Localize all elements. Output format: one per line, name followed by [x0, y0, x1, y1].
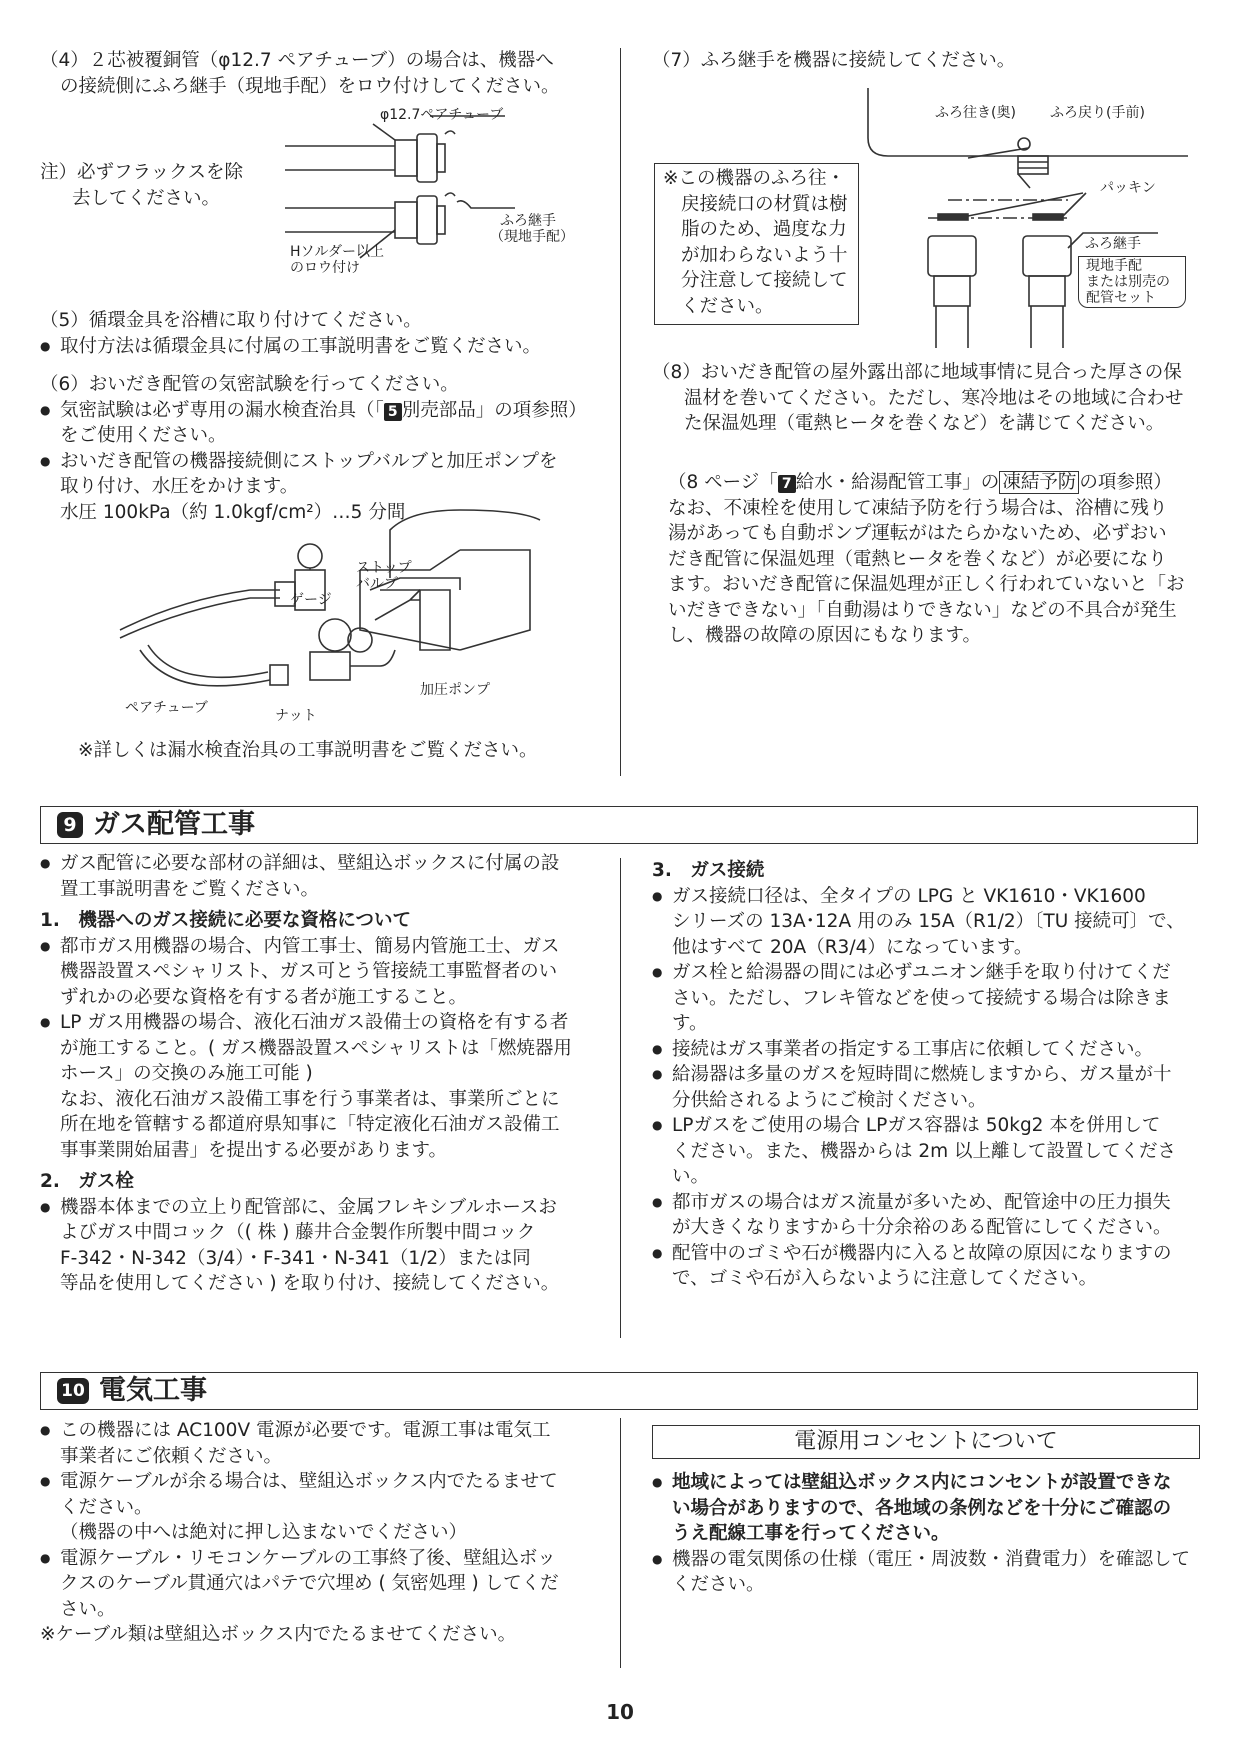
joint-connection-drawing: [868, 88, 1198, 348]
solder-label: Hソルダー以上: [290, 244, 384, 260]
text: の接続側にふろ継手（現地手配）をロウ付けしてください。: [60, 75, 560, 97]
text: で、ゴミや石が入らないように注意してください。: [672, 1268, 1098, 1289]
bullet: ● 電源ケーブルが余る場合は、壁組込ボックス内でたるませて: [40, 1469, 600, 1495]
text: し、機器の故障の原因にもなります。: [668, 625, 982, 646]
text: 注）必ずフラックスを除: [40, 162, 243, 183]
bullet: ● 接続はガス事業者の指定する工事店に依頼してください。: [652, 1037, 1200, 1063]
joint-source-label: または別売の: [1086, 274, 1170, 290]
text: いだきできない」「自動湯はりできない」などの不具合が発生: [668, 599, 1177, 621]
nut-label: ナット: [275, 708, 317, 724]
text: 温材を巻いてください。ただし、寒冷地はその地域に合わせ: [684, 387, 1184, 409]
text: の項参照）: [1079, 472, 1172, 493]
bullet: ● 配管中のゴミや石が機器内に入ると故障の原因になりますの: [652, 1241, 1200, 1267]
bullet: ● 電源ケーブル・リモコンケーブルの工事終了後、壁組込ボッ: [40, 1546, 600, 1572]
section-10-left: [40, 1418, 600, 1648]
text: ください。: [672, 1574, 765, 1595]
column-divider: [620, 858, 621, 1338]
text: 分供給されるようにご検討ください。: [672, 1089, 987, 1111]
text: 事事業開始届書」を提出する必要があります。: [60, 1139, 448, 1161]
bullet: ● この機器には AC100V 電源が必要です。電源工事は電気工: [40, 1418, 600, 1444]
bullet: ● ガス配管に必要な部材の詳細は、壁組込ボックスに付属の設: [40, 851, 600, 877]
text: 置工事説明書をご覧ください。: [60, 878, 320, 900]
subheading: 2. ガス栓: [40, 1171, 134, 1192]
text: だき配管に保温処理（電熱ヒータを巻くなど）が必要になり: [668, 548, 1167, 570]
bullet: [40, 398, 605, 424]
detail-note: ※詳しくは漏水検査治具の工事説明書をご覧ください。: [78, 740, 538, 761]
bullet: ● LP ガス用機器の場合、液化石油ガス設備士の資格を有する者: [40, 1010, 600, 1036]
text: ます。おいだき配管に保温処理が正しく行われていないと「お: [668, 574, 1185, 595]
bullet: ● 機器の電気関係の仕様（電圧・周波数・消費電力）を確認して: [652, 1547, 1200, 1573]
bullet: ● ガス栓と給湯器の間には必ずユニオン継手を取り付けてくだ: [652, 960, 1200, 986]
note: ※ケーブル類は壁組込ボックス内でたるませてください。: [40, 1624, 517, 1645]
text: 取り付け、水圧をかけます。: [60, 476, 299, 497]
section-5: [40, 308, 600, 359]
section-7-heading: （7）ふろ継手を機器に接続してください。: [652, 50, 1016, 71]
outlet-box-title: [652, 1425, 1200, 1459]
text: 所在地を管轄する都道府県知事に「特定液化石油ガス設備工: [60, 1114, 560, 1135]
bath-go-label: ふろ往き(奥): [935, 105, 1016, 121]
pressure-test-drawing: [120, 530, 570, 710]
text: ずれかの必要な資格を有する者が施工すること。: [60, 986, 468, 1008]
joint-label: ふろ継手: [1085, 236, 1141, 252]
text: 機器設置スペシャリスト、ガス可とう管接続工事監督者のい: [60, 961, 558, 982]
joint-label: ふろ継手: [500, 213, 556, 229]
section-10-title: 電気工事: [99, 1375, 207, 1406]
subheading: 1. 機器へのガス接続に必要な資格について: [40, 910, 412, 931]
section-10-number: 10: [57, 1378, 89, 1404]
material-caution-box: [654, 163, 859, 325]
section-6: [40, 372, 605, 525]
bath-return-label: ふろ戻り(手前): [1050, 105, 1145, 121]
bullet: ● おいだき配管の機器接続側にストップバルブと加圧ポンプを: [40, 449, 605, 475]
bullet: ● ガス接続口径は、全タイプの LPG と VK1610・VK1600: [652, 884, 1200, 910]
stop-valve-label: ストップ: [356, 560, 412, 576]
text: よびガス中間コック（( 株 ) 藤井合金製作所製中間コック: [60, 1222, 536, 1243]
text: をご使用ください。: [60, 425, 227, 446]
text: クスのケーブル貫通穴はパテで穴埋め ( 気密処理 ) してくだ: [60, 1573, 559, 1594]
bullet: ● 機器本体までの立上り配管部に、金属フレキシブルホースお: [40, 1195, 600, 1221]
text: 他はすべて 20A（R3/4）になっています。: [672, 936, 1033, 958]
text: 等品を使用してください ) を取り付け、接続してください。: [60, 1273, 560, 1294]
section-9-header: [40, 806, 1198, 844]
text: ※この機器のふろ往・: [663, 168, 846, 189]
bullet: ● 都市ガスの場合はガス流量が多いため、配管途中の圧力損失: [652, 1190, 1200, 1216]
text: 脂のため、過度な力: [681, 219, 847, 240]
pair-tube-label: ペアチューブ: [125, 700, 208, 716]
section-7-badge: 7: [778, 475, 796, 493]
gauge-label: ゲージ: [290, 592, 332, 608]
text: い場合がありますので、各地域の条例などを十分にご確認の: [672, 1497, 1172, 1519]
text: （5）循環金具を浴槽に取り付けてください。: [40, 310, 422, 331]
text: 別売部品」の項参照）: [401, 399, 587, 421]
bullet: ● 都市ガス用機器の場合、内管工事士、簡易内管施工士、ガス: [40, 934, 600, 960]
page-number: 10: [606, 1700, 634, 1724]
text: ください。: [681, 295, 774, 317]
section-9-number: 9: [57, 812, 83, 838]
text: （8 ページ「: [668, 472, 778, 493]
text: が大きくなりますから十分余裕のある配管にしてください。: [672, 1217, 1172, 1238]
text: が加わらないよう十: [681, 244, 848, 266]
text: うえ配線工事を行ってください。: [672, 1523, 950, 1544]
text: さい。: [60, 1598, 116, 1620]
text: F-342・N-342（3/4）・F-341・N-341（1/2）または同: [60, 1247, 531, 1269]
pump-label: 加圧ポンプ: [420, 682, 490, 698]
text: [668, 470, 1200, 496]
text: が施工すること。( ガス機器設置スペシャリストは「燃焼器用: [60, 1037, 572, 1059]
pair-tube-label: φ12.7ペアチューブ: [380, 107, 504, 123]
text: 分注意して接続して: [681, 270, 848, 291]
section-10-right: [652, 1470, 1200, 1598]
bullet: ● 取付方法は循環金具に付属の工事説明書をご覧ください。: [40, 334, 600, 360]
text: ください。: [60, 1496, 153, 1518]
freeze-prevention-tag: 凍結予防: [999, 471, 1079, 494]
text: 気密試験は必ず専用の漏水検査治具（「: [60, 399, 384, 421]
text: なお、液化石油ガス設備工事を行う事業者は、事業所ごとに: [60, 1088, 560, 1110]
joint-source-label: 配管セット: [1086, 290, 1156, 306]
section-5-badge: 5: [384, 403, 402, 421]
text: 給水・給湯配管工事」の: [795, 472, 1000, 493]
text: 去してください。: [72, 187, 221, 209]
text: さい。ただし、フレキ管などを使って接続する場合は除きます。: [672, 987, 1171, 1034]
stop-valve-label: バルブ: [356, 576, 398, 592]
section-4: [40, 48, 600, 99]
bullet: ● 給湯器は多量のガスを短時間に燃焼しますから、ガス量が十: [652, 1062, 1200, 1088]
section-9-title: ガス配管工事: [93, 809, 255, 840]
text: ホース」の交換のみ施工可能 ): [60, 1063, 313, 1084]
text: た保温処理（電熱ヒータを巻くなど）を講じてください。: [684, 413, 1165, 434]
section-8-detail: [668, 470, 1200, 649]
section-9-left: [40, 851, 600, 1297]
text: ください。また、機器からは 2m 以上離して設置してください。: [672, 1140, 1177, 1187]
flux-note: [40, 160, 260, 211]
bullet: ● LPガスをご使用の場合 LPガス容器は 50kg2 本を併用して: [652, 1113, 1200, 1139]
column-divider: [620, 1418, 621, 1668]
text: （4）２芯被覆銅管（φ12.7 ペアチューブ）の場合は、機器へ: [40, 50, 554, 71]
packing-label: パッキン: [1100, 180, 1156, 196]
section-10-header: [40, 1372, 1198, 1410]
text: （8）おいだき配管の屋外露出部に地域事情に見合った厚さの保: [652, 362, 1182, 383]
text: シリーズの 13A･12A 用のみ 15A（R1/2）〔TU 接続可〕で、: [672, 911, 1185, 932]
section-9-right: [652, 858, 1200, 1292]
joint-source-label: （現地手配）: [490, 229, 574, 245]
bullet: ● 地域によっては壁組込ボックス内にコンセントが設置できな: [652, 1470, 1200, 1496]
outlet-title-text: 電源用コンセントについて: [794, 1429, 1058, 1454]
solder-label: のロウ付け: [290, 260, 360, 276]
text: 水圧 100kPa（約 1.0kgf/cm²）…5 分間: [60, 501, 406, 523]
text: 湯があっても自動ポンプ運転がはたらかないため、必ずおい: [668, 523, 1167, 544]
text: （機器の中へは絶対に押し込まないでください）: [60, 1522, 468, 1543]
text: 戻接続口の材質は樹: [681, 193, 848, 215]
text: 事業者にご依頼ください。: [60, 1445, 283, 1467]
section-8: [652, 360, 1200, 437]
subheading: 3. ガス接続: [652, 860, 765, 881]
joint-source-label: 現地手配: [1086, 258, 1142, 274]
text: なお、不凍栓を使用して凍結予防を行う場合は、浴槽に残り: [668, 497, 1168, 519]
column-divider: [620, 48, 621, 776]
text: （6）おいだき配管の気密試験を行ってください。: [40, 374, 459, 395]
